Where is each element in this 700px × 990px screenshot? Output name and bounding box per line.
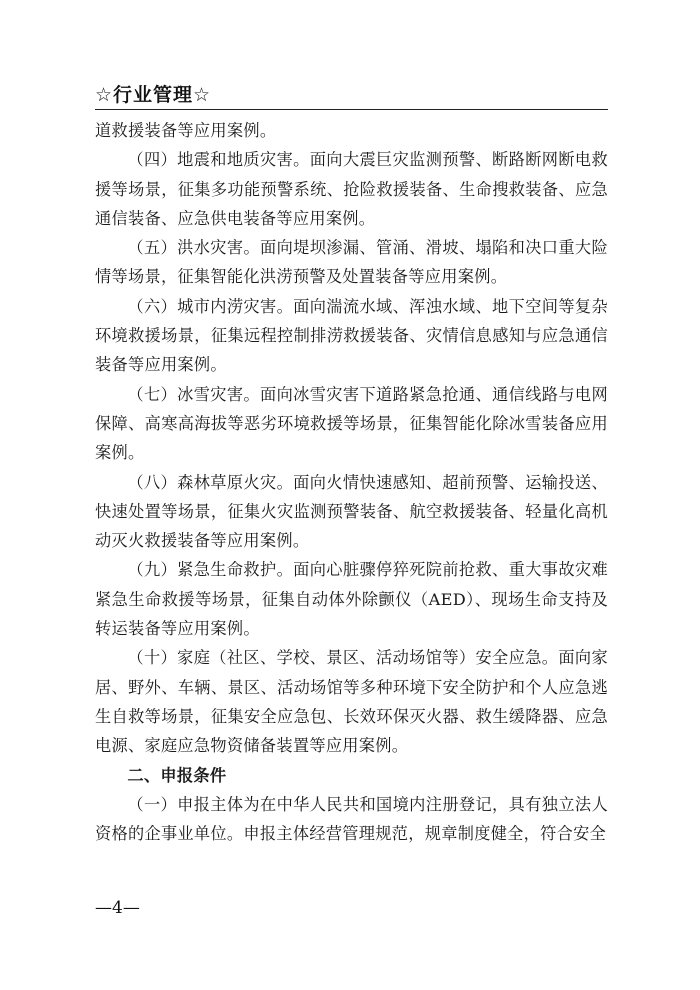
paragraph-forest-fire: （八）森林草原火灾。面向火情快速感知、超前预警、运输投送、快速处置等场景，征集火灾监测预警装备、航空救援装备、轻量化高机动灭火救援装备等应用案例。 bbox=[95, 472, 608, 551]
body-text bbox=[95, 116, 608, 848]
paragraph-ice-snow: （七）冰雪灾害。面向冰雪灾害下道路紧急抢通、通信线路与电网保障、高寒高海拔等恶劣环境救援等场景，征集智能化除冰雪装备应用案例。 bbox=[95, 384, 608, 463]
paragraph-urban-waterlogging: （六）城市内涝灾害。面向湍流水域、浑浊水域、地下空间等复杂环境救援场景，征集远程控制排涝救援装备、灾情信息感知与应急通信装备等应用案例。 bbox=[95, 296, 608, 375]
paragraph-flood: （五）洪水灾害。面向堤坝渗漏、管涌、滑坡、塌陷和决口重大险情等场景，征集智能化洪涝预警及处置装备等应用案例。 bbox=[95, 238, 608, 287]
section-header: ☆行业管理☆ bbox=[95, 84, 212, 106]
paragraph-continuation: 道救援装备等应用案例。 bbox=[95, 121, 277, 140]
header-rule bbox=[95, 109, 608, 110]
paragraph-emergency-rescue: （九）紧急生命救护。面向心脏骤停猝死院前抢救、重大事故灾难紧急生命救援等场景，征集自动体外除颤仪（AED）、现场生命支持及转运装备等应用案例。 bbox=[95, 560, 608, 639]
paragraph-earthquake: （四）地震和地质灾害。面向大震巨灾监测预警、断路断网断电救援等场景，征集多功能预警系统、抢险救援装备、生命搜救装备、应急通信装备、应急供电装备等应用案例。 bbox=[95, 150, 608, 228]
section-heading-conditions: 二、申报条件 bbox=[127, 765, 227, 785]
page-number: —4— bbox=[95, 898, 140, 918]
paragraph-home-safety: （十）家庭（社区、学校、景区、活动场馆等）安全应急。面向家居、野外、车辆、景区、活动场馆等多种环境下安全防护和个人应急逃生自救等场景，征集安全应急包、长效环保灭火器、救生缓降器、应急电源、家庭应急物资储备装置等应用案例。 bbox=[95, 648, 608, 756]
paragraph-condition-one: （一）申报主体为在中华人民共和国境内注册登记，具有独立法人资格的企事业单位。申报主体经营管理规范，规章制度健全，符合安全 bbox=[95, 794, 608, 844]
